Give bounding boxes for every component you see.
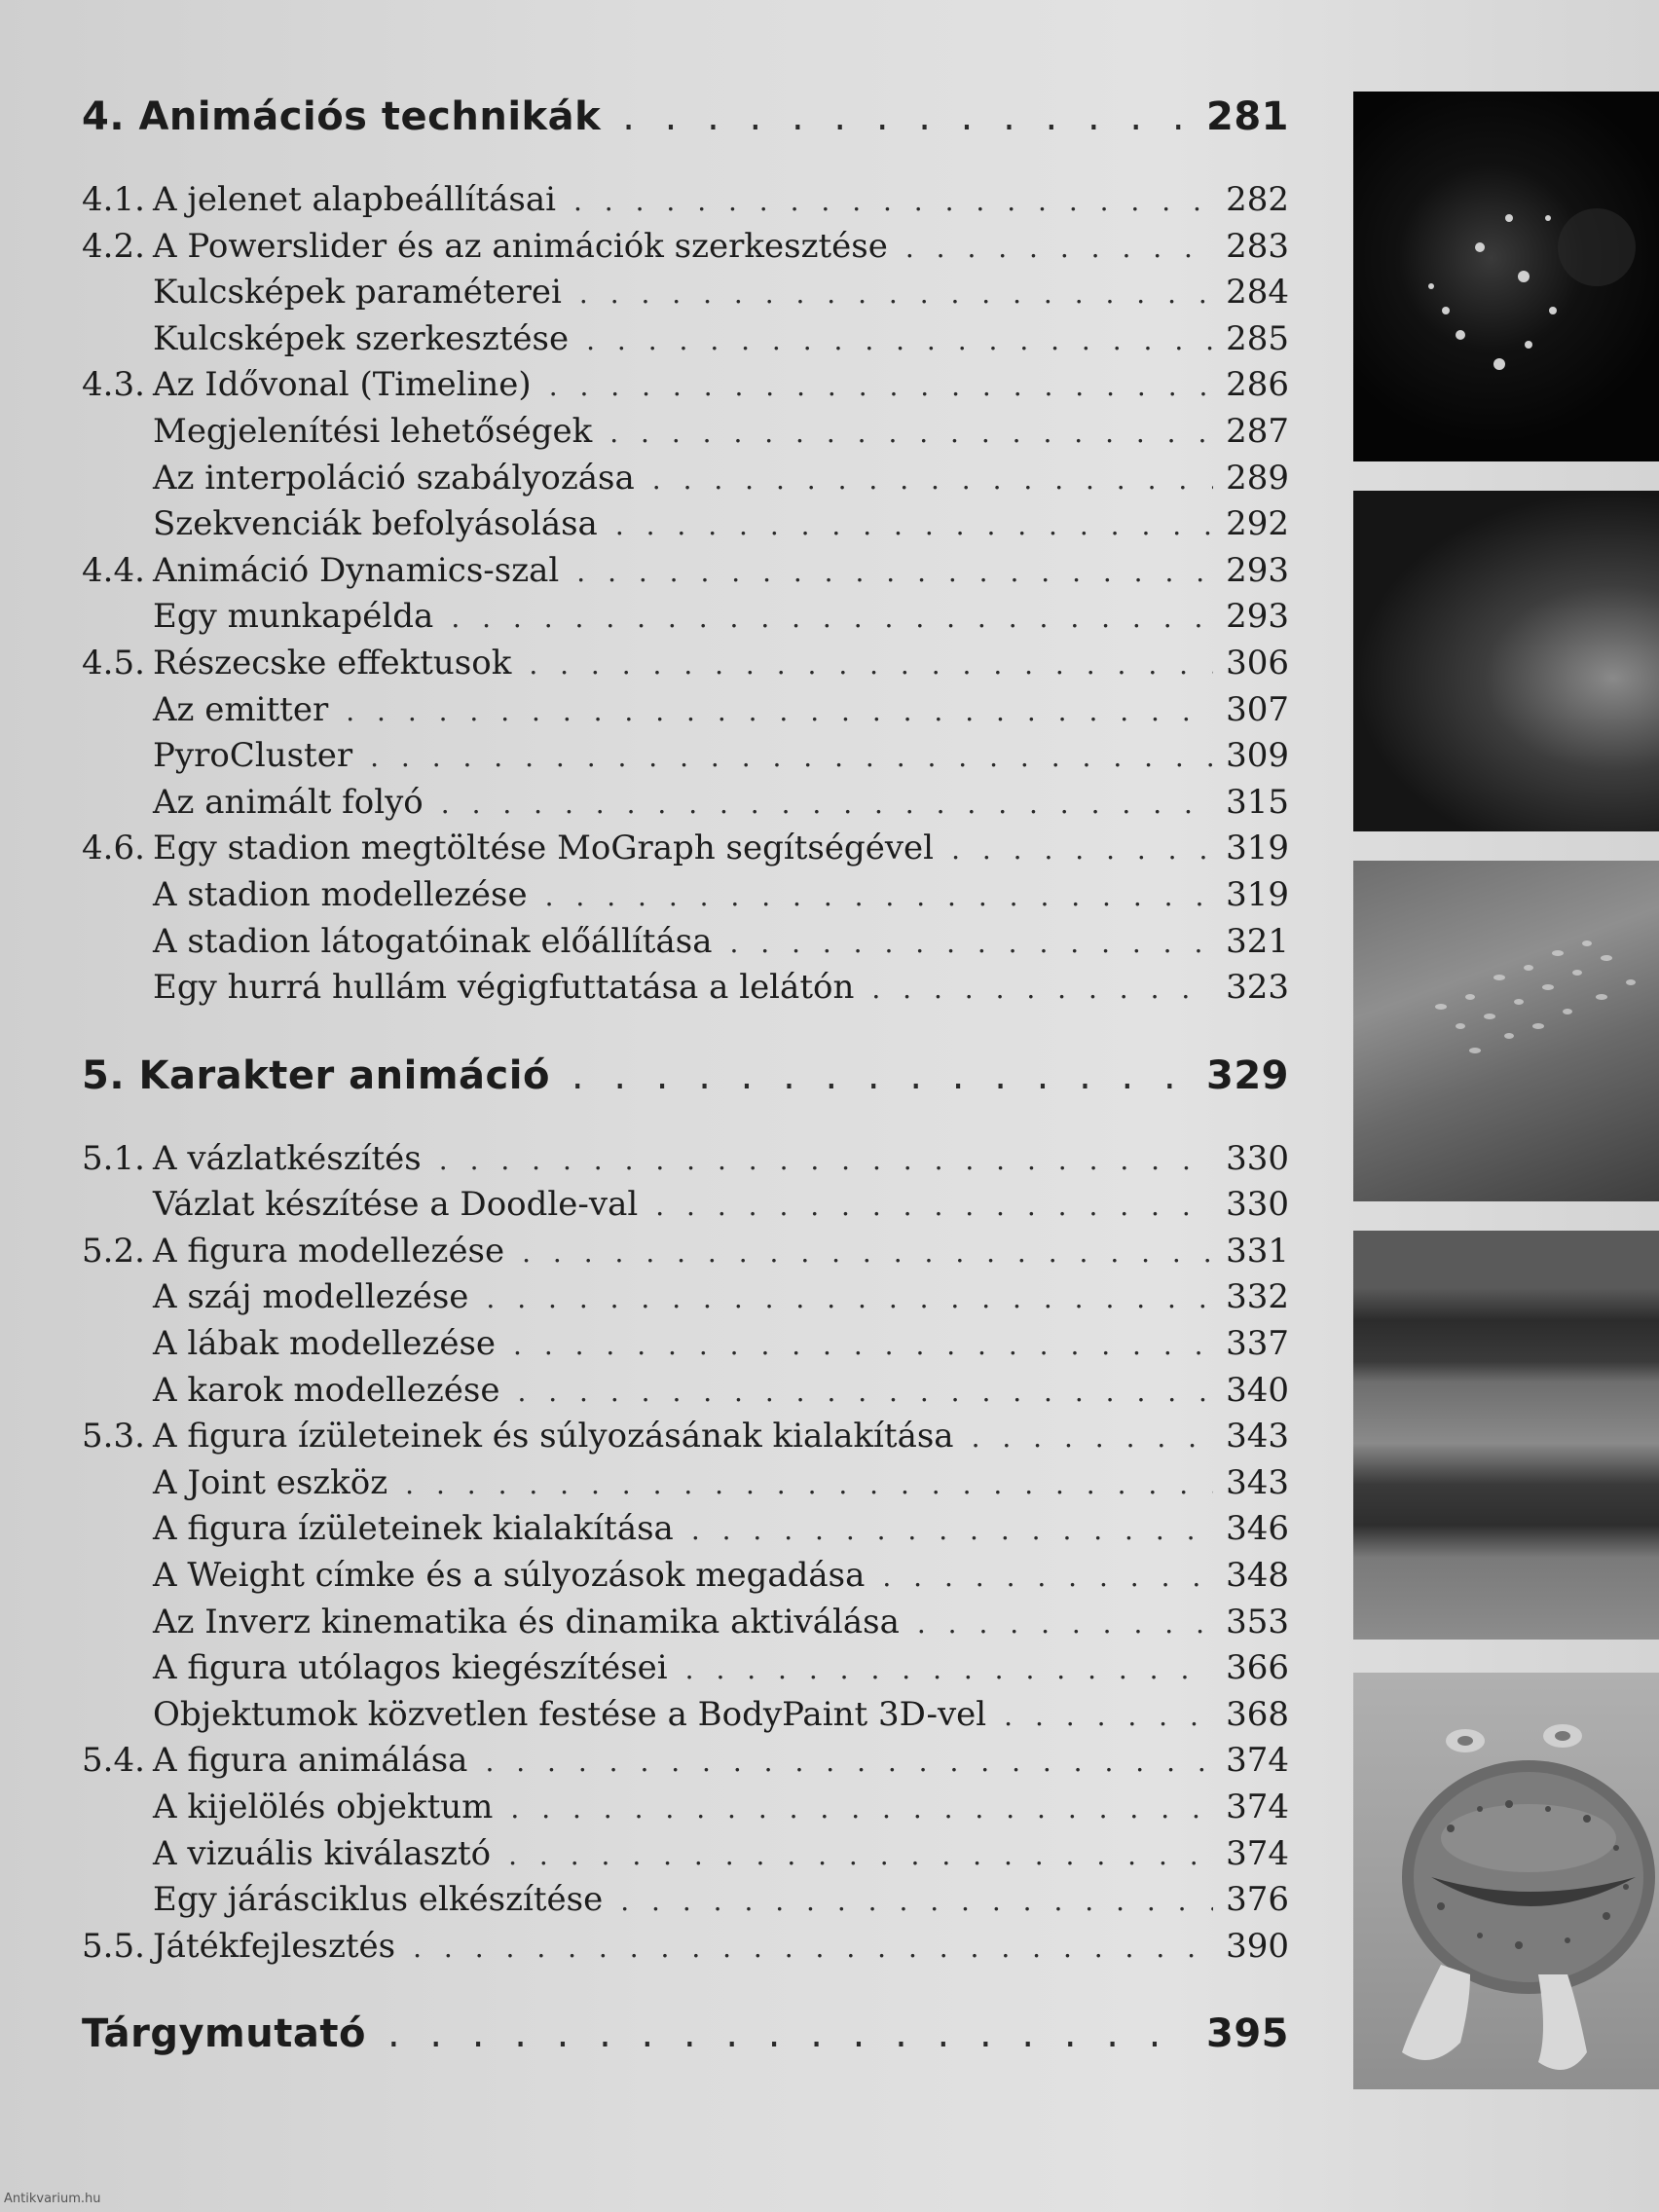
- entry-page: 293: [1226, 550, 1289, 590]
- entry-number: 4.1.: [82, 180, 145, 219]
- chapter-entries: [82, 1136, 1289, 1971]
- toc-entry: [82, 1460, 1289, 1507]
- dot-leader: [571, 1039, 1195, 1113]
- entry-page: 374: [1226, 1833, 1289, 1873]
- entry-title: Megjelenítési lehetőségek: [153, 411, 593, 451]
- chapter-entries: [82, 177, 1289, 1012]
- entry-title: Animáció Dynamics-szal: [153, 550, 560, 590]
- particle-sparkles: [1353, 92, 1659, 461]
- dot-leader: [972, 1415, 1213, 1461]
- entry-title: A karok modellezése: [153, 1370, 500, 1410]
- toc-entry: [82, 1924, 1289, 1971]
- entry-number: 4.6.: [82, 829, 145, 868]
- entry-page: 330: [1226, 1138, 1289, 1178]
- toc-entry: [82, 919, 1289, 966]
- entry-page: 315: [1226, 782, 1289, 822]
- entry-number: 5.3.: [82, 1417, 145, 1456]
- entry-page: 343: [1226, 1417, 1289, 1456]
- dot-leader: [609, 410, 1213, 457]
- entry-title: A figura ízületeinek és súlyozásának kialakítása: [153, 1417, 954, 1456]
- dot-leader: [905, 225, 1213, 272]
- entry-title: Szekvenciák befolyásolása: [153, 504, 598, 544]
- chapter-title: Tárgymutató: [82, 2011, 366, 2057]
- entry-title: Az emitter: [153, 689, 329, 729]
- dot-leader: [346, 688, 1213, 735]
- entry-title: A figura ízületeinek kialakítása: [153, 1509, 674, 1549]
- entry-number: 5.1.: [82, 1138, 145, 1178]
- entry-page: 306: [1226, 643, 1289, 682]
- entry-page: 284: [1226, 273, 1289, 313]
- toc-entry: [82, 594, 1289, 641]
- entry-number: 5.5.: [82, 1926, 145, 1966]
- entry-page: 287: [1226, 411, 1289, 451]
- entry-title: PyroCluster: [153, 736, 353, 776]
- entry-title: A figura utólagos kiegészítései: [153, 1648, 668, 1688]
- dot-leader: [882, 1554, 1213, 1601]
- dot-leader: [579, 271, 1213, 317]
- dot-leader: [951, 827, 1213, 873]
- entry-page: 346: [1226, 1509, 1289, 1549]
- entry-title: A lábak modellezése: [153, 1324, 497, 1364]
- entry-page: 368: [1226, 1694, 1289, 1734]
- chapter-heading: [82, 80, 1289, 154]
- entry-page: 309: [1226, 736, 1289, 776]
- entry-page: 376: [1226, 1880, 1289, 1920]
- entry-title: A figura modellezése: [153, 1231, 505, 1271]
- toc-entry: [82, 1831, 1289, 1878]
- table-of-contents: [82, 80, 1289, 2071]
- dot-leader: [622, 80, 1195, 154]
- river-render-image: [1353, 1231, 1659, 1640]
- entry-title: A jelenet alapbeállításai: [153, 180, 556, 219]
- toc-entry: [82, 687, 1289, 734]
- chapter-title: 5. Karakter animáció: [82, 1052, 550, 1098]
- entry-title: Objektumok közvetlen festése a BodyPaint 3D-vel: [153, 1694, 987, 1734]
- entry-page: 283: [1226, 226, 1289, 266]
- entry-title: Egy hurrá hullám végigfuttatása a lelátón: [153, 968, 855, 1008]
- entry-title: A kijelölés objektum: [153, 1788, 494, 1826]
- toc-entry: [82, 270, 1289, 316]
- entry-title: A vázlatkészítés: [153, 1138, 422, 1178]
- toc-entry: [82, 1877, 1289, 1924]
- dot-leader: [529, 642, 1213, 688]
- dot-leader: [871, 966, 1213, 1013]
- creature-figure: [1392, 1712, 1659, 2089]
- dot-leader: [586, 317, 1213, 364]
- dot-leader: [370, 734, 1213, 781]
- toc-entry: [82, 1368, 1289, 1415]
- toc-entry: [82, 826, 1289, 872]
- dot-leader: [485, 1739, 1213, 1786]
- entry-page: 337: [1226, 1324, 1289, 1364]
- chapter-page: 281: [1206, 94, 1289, 139]
- entry-page: 374: [1226, 1741, 1289, 1781]
- toc-entry: [82, 316, 1289, 363]
- entry-page: 286: [1226, 365, 1289, 405]
- entry-page: 331: [1226, 1231, 1289, 1271]
- dot-leader: [517, 1369, 1213, 1416]
- entry-title: A Joint eszköz: [153, 1462, 388, 1502]
- entry-title: A Powerslider és az animációk szerkesztése: [153, 226, 888, 266]
- toc-entry: [82, 1645, 1289, 1692]
- entry-number: 4.5.: [82, 643, 145, 682]
- entry-title: A Weight címke és a súlyozások megadása: [153, 1556, 866, 1596]
- dot-leader: [508, 1832, 1213, 1879]
- entry-title: Az Idővonal (Timeline): [153, 365, 532, 405]
- dot-leader: [387, 1997, 1195, 2071]
- entry-page: 348: [1226, 1556, 1289, 1596]
- particle-render-image: [1353, 92, 1659, 461]
- entry-page: 289: [1226, 458, 1289, 498]
- chapter-page: 329: [1206, 1052, 1289, 1098]
- chapter-heading: [82, 1997, 1289, 2071]
- entry-page: 282: [1226, 180, 1289, 219]
- dot-leader: [1004, 1693, 1213, 1740]
- entry-page: 366: [1226, 1648, 1289, 1688]
- dot-leader: [545, 873, 1213, 920]
- entry-title: Kulcsképek szerkesztése: [153, 318, 570, 358]
- entry-title: Vázlat készítése a Doodle-val: [153, 1185, 639, 1225]
- toc-entry: [82, 733, 1289, 780]
- entry-number: 4.4.: [82, 550, 145, 590]
- dot-leader: [549, 363, 1213, 410]
- chapter-heading: [82, 1039, 1289, 1113]
- entry-page: 319: [1226, 829, 1289, 868]
- entry-page: 332: [1226, 1277, 1289, 1317]
- dot-leader: [439, 1137, 1213, 1184]
- entry-page: 293: [1226, 597, 1289, 637]
- dot-leader: [513, 1322, 1213, 1369]
- toc-entry: [82, 1600, 1289, 1646]
- entry-page: 292: [1226, 504, 1289, 544]
- toc-entry: [82, 1738, 1289, 1785]
- entry-title: A figura animálása: [153, 1741, 468, 1781]
- dot-leader: [691, 1507, 1213, 1554]
- character-render-image: [1353, 1673, 1659, 2089]
- dot-leader: [729, 920, 1213, 967]
- toc-entry: [82, 1229, 1289, 1275]
- entry-page: 340: [1226, 1370, 1289, 1410]
- entry-title: Játékfejlesztés: [153, 1926, 396, 1966]
- entry-title: A száj modellezése: [153, 1277, 469, 1317]
- entry-title: Egy munkapélda: [153, 597, 434, 637]
- dot-leader: [405, 1461, 1213, 1508]
- entry-page: 323: [1226, 968, 1289, 1008]
- entry-title: A stadion látogatóinak előállítása: [153, 921, 713, 961]
- chapter-page: 395: [1206, 2011, 1289, 2057]
- entry-page: 353: [1226, 1602, 1289, 1641]
- crowd-pattern: [1353, 861, 1659, 1201]
- chapter-title: 4. Animációs technikák: [82, 94, 602, 139]
- toc-entry: [82, 409, 1289, 456]
- dot-leader: [510, 1786, 1213, 1832]
- entry-number: 4.3.: [82, 365, 145, 405]
- toc-entry: [82, 1182, 1289, 1229]
- dot-leader: [451, 595, 1213, 642]
- toc-entry: [82, 872, 1289, 919]
- entry-title: A vizuális kiválasztó: [153, 1833, 492, 1873]
- toc-entry: [82, 780, 1289, 827]
- dot-leader: [917, 1601, 1213, 1647]
- dot-leader: [652, 457, 1213, 503]
- toc-entry: [82, 1553, 1289, 1600]
- entry-title: A stadion modellezése: [153, 874, 528, 914]
- dot-leader: [620, 1878, 1213, 1925]
- toc-entry: [82, 1321, 1289, 1368]
- entry-title: Egy stadion megtöltése MoGraph segítségével: [153, 829, 935, 868]
- entry-title: Részecske effektusok: [153, 643, 512, 682]
- entry-number: 5.2.: [82, 1231, 145, 1271]
- entry-page: 390: [1226, 1926, 1289, 1966]
- watermark: Antikvarium.hu: [4, 2192, 101, 2206]
- toc-entry: [82, 1274, 1289, 1321]
- toc-entry: [82, 362, 1289, 409]
- entry-page: 319: [1226, 874, 1289, 914]
- dot-leader: [576, 549, 1213, 596]
- toc-entry: [82, 1136, 1289, 1183]
- toc-entry: [82, 224, 1289, 271]
- toc-entry: [82, 1506, 1289, 1553]
- dot-leader: [441, 781, 1213, 828]
- dot-leader: [655, 1183, 1213, 1230]
- dot-leader: [486, 1275, 1213, 1322]
- stadium-crowd-image: [1353, 861, 1659, 1201]
- toc-entry: [82, 501, 1289, 548]
- entry-page: 285: [1226, 318, 1289, 358]
- entry-title: Az Inverz kinematika és dinamika aktiválása: [153, 1602, 900, 1641]
- toc-entry: [82, 548, 1289, 595]
- toc-entry: [82, 1414, 1289, 1460]
- entry-title: Egy járásciklus elkészítése: [153, 1880, 604, 1920]
- entry-page: 343: [1226, 1462, 1289, 1502]
- entry-title: Az interpoláció szabályozása: [153, 458, 635, 498]
- toc-entry: [82, 456, 1289, 502]
- dot-leader: [615, 502, 1213, 549]
- dot-leader: [522, 1230, 1213, 1276]
- smoke-render-image: [1353, 491, 1659, 831]
- toc-entry: [82, 177, 1289, 224]
- toc-entry: [82, 1692, 1289, 1739]
- entry-page: 321: [1226, 921, 1289, 961]
- entry-title: Kulcsképek paraméterei: [153, 273, 562, 313]
- entry-number: 4.2.: [82, 226, 145, 266]
- dot-leader: [573, 178, 1213, 225]
- entry-title: Az animált folyó: [153, 782, 424, 822]
- toc-entry: [82, 1785, 1289, 1831]
- entry-number: 5.4.: [82, 1741, 145, 1781]
- entry-page: 307: [1226, 689, 1289, 729]
- dot-leader: [413, 1925, 1213, 1972]
- entry-page: 374: [1226, 1788, 1289, 1826]
- dot-leader: [685, 1646, 1213, 1693]
- toc-entry: [82, 965, 1289, 1012]
- entry-page: 330: [1226, 1185, 1289, 1225]
- toc-entry: [82, 641, 1289, 687]
